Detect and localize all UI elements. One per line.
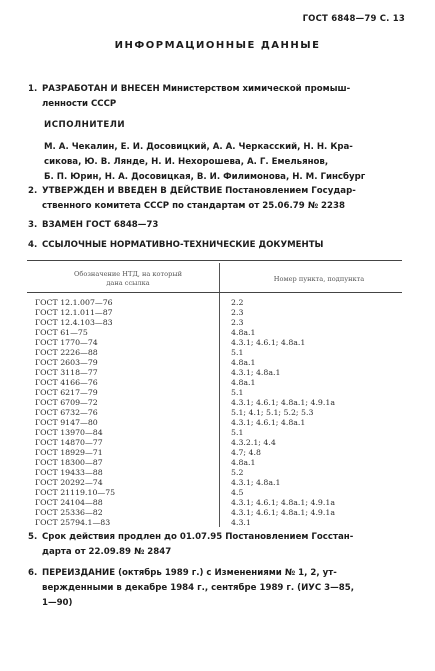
table-row bbox=[27, 418, 402, 428]
table-row bbox=[27, 328, 402, 338]
item-6-line1: ПЕРЕИЗДАНИЕ (октябрь 1989 г.) с Изменениями № 1, 2, ут- bbox=[42, 568, 337, 578]
table-cell-clause: 5.1; 4.1; 5.1; 5.2; 5.3 bbox=[231, 408, 314, 417]
table-cell-clause: 4.8а.1 bbox=[231, 458, 256, 467]
executors-line: М. А. Чекалин, Е. И. Досовицкий, А. А. Черкасский, Н. Н. Кра- bbox=[44, 142, 353, 152]
item-1 bbox=[28, 82, 408, 112]
table-cell-designation: ГОСТ 9147—80 bbox=[35, 418, 98, 427]
table-cell-designation: ГОСТ 20292—74 bbox=[35, 478, 103, 487]
table-row bbox=[27, 488, 402, 498]
table-cell-clause: 2.3 bbox=[231, 318, 244, 327]
item-1-line1: Министерством химической промыш- bbox=[162, 84, 351, 94]
table-cell-clause: 4.3.1; 4.6.1; 4.8а.1 bbox=[231, 338, 306, 347]
table-row bbox=[27, 508, 402, 518]
table-cell-designation: ГОСТ 25794.1—83 bbox=[35, 518, 111, 527]
item-2 bbox=[28, 184, 408, 214]
item-6-line2: вержденными в декабре 1984 г., сентябре 1989 г. (ИУС 3—85, bbox=[42, 583, 354, 593]
table-cell-clause: 4.3.1; 4.6.1; 4.8а.1; 4.9.1а bbox=[231, 508, 335, 517]
table-cell-designation: ГОСТ 6217—79 bbox=[35, 388, 98, 397]
table-cell-designation: ГОСТ 1770—74 bbox=[35, 338, 98, 347]
item-4-number: 4. bbox=[28, 240, 38, 250]
table-cell-clause: 4.3.2.1; 4.4 bbox=[231, 438, 276, 447]
executors-heading: ИСПОЛНИТЕЛИ bbox=[44, 120, 126, 130]
table-row bbox=[27, 398, 402, 408]
table-cell-clause: 4.3.1; 4.8а.1 bbox=[231, 478, 281, 487]
table-cell-clause: 4.3.1 bbox=[231, 518, 251, 527]
table-cell-designation: ГОСТ 24104—88 bbox=[35, 498, 103, 507]
item-3-heading: ВЗАМЕН ГОСТ 6848—73 bbox=[42, 220, 159, 230]
table-cell-designation: ГОСТ 2603—79 bbox=[35, 358, 98, 367]
table-cell-clause: 4.7; 4.8 bbox=[231, 448, 261, 457]
table-cell-clause: 2.2 bbox=[231, 298, 244, 307]
table-row bbox=[27, 498, 402, 508]
table-cell-clause: 4.8а.1 bbox=[231, 378, 256, 387]
table-cell-designation: ГОСТ 3118—77 bbox=[35, 368, 98, 377]
table-cell-clause: 4.3.1; 4.6.1; 4.8а.1; 4.9.1а bbox=[231, 398, 335, 407]
table-cell-designation: ГОСТ 13970—84 bbox=[35, 428, 103, 437]
table-row bbox=[27, 438, 402, 448]
table-cell-designation: ГОСТ 6709—72 bbox=[35, 398, 98, 407]
executors-line: Б. П. Юрин, Н. А. Досовицкая, В. И. Филимонова, Н. М. Гинсбург bbox=[44, 172, 366, 182]
table-row bbox=[27, 458, 402, 468]
table-cell-designation: ГОСТ 14870—77 bbox=[35, 438, 103, 447]
page-header: ГОСТ 6848—79 С. 13 bbox=[302, 14, 405, 24]
table-cell-designation: ГОСТ 25336—82 bbox=[35, 508, 103, 517]
table-row bbox=[27, 298, 402, 308]
table-row bbox=[27, 308, 402, 318]
executors-list bbox=[44, 140, 408, 185]
table-cell-designation: ГОСТ 18929—71 bbox=[35, 448, 103, 457]
table-row bbox=[27, 368, 402, 378]
item-6-line3: 1—90) bbox=[42, 598, 73, 608]
table-cell-designation: ГОСТ 4166—76 bbox=[35, 378, 98, 387]
table-cell-clause: 5.1 bbox=[231, 348, 244, 357]
table-cell-clause: 4.5 bbox=[231, 488, 244, 497]
table-row bbox=[27, 518, 402, 528]
table-header-clause: Номер пункта, подпункта bbox=[273, 275, 365, 283]
table-cell-clause: 4.3.1; 4.6.1; 4.8а.1; 4.9.1а bbox=[231, 498, 335, 507]
document-title: ИНФОРМАЦИОННЫЕ ДАННЫЕ bbox=[114, 40, 321, 51]
table-cell-clause: 4.8а.1 bbox=[231, 328, 256, 337]
table-row bbox=[27, 378, 402, 388]
table-row bbox=[27, 478, 402, 488]
table-row bbox=[27, 358, 402, 368]
table-cell-clause: 5.1 bbox=[231, 388, 244, 397]
table-header-designation: Обозначение НТД, на который дана ссылка bbox=[73, 270, 182, 287]
item-1-line2: ленности СССР bbox=[42, 99, 117, 109]
executors-line: сикова, Ю. В. Лянде, Н. И. Нехорошева, А. Г. Емельянов, bbox=[44, 157, 329, 167]
table-top-rule bbox=[27, 260, 402, 261]
table-cell-designation: ГОСТ 12.4.103—83 bbox=[35, 318, 113, 327]
table-cell-designation: ГОСТ 12.1.007—76 bbox=[35, 298, 113, 307]
item-1-number: 1. bbox=[28, 84, 38, 94]
table-row bbox=[27, 388, 402, 398]
item-2-heading: УТВЕРЖДЕН И ВВЕДЕН В ДЕЙСТВИЕ bbox=[42, 186, 223, 196]
item-5-number: 5. bbox=[28, 532, 38, 542]
table-cell-designation: ГОСТ 21119.10—75 bbox=[35, 488, 116, 497]
table-row bbox=[27, 338, 402, 348]
item-4-heading: ССЫЛОЧНЫЕ НОРМАТИВНО-ТЕХНИЧЕСКИЕ ДОКУМЕНТЫ bbox=[42, 240, 324, 250]
table-cell-clause: 4.8а.1 bbox=[231, 358, 256, 367]
table-cell-designation: ГОСТ 18300—87 bbox=[35, 458, 103, 467]
table-cell-designation: ГОСТ 6732—76 bbox=[35, 408, 98, 417]
table-cell-clause: 5.2 bbox=[231, 468, 244, 477]
item-5 bbox=[28, 530, 408, 560]
item-6 bbox=[28, 566, 408, 611]
item-5-line2: дарта от 22.09.89 № 2847 bbox=[42, 547, 172, 557]
table-cell-clause: 5.1 bbox=[231, 428, 244, 437]
table-row bbox=[27, 428, 402, 438]
table-cell-clause: 2.3 bbox=[231, 308, 244, 317]
table-cell-clause: 4.3.1; 4.8а.1 bbox=[231, 368, 281, 377]
table-cell-designation: ГОСТ 19433—88 bbox=[35, 468, 103, 477]
table-cell-designation: ГОСТ 2226—88 bbox=[35, 348, 98, 357]
item-2-line2: ственного комитета СССР по стандартам от 25.06.79 № 2238 bbox=[42, 201, 345, 211]
table-cell-designation: ГОСТ 12.1.011—87 bbox=[35, 308, 113, 317]
item-3 bbox=[28, 218, 408, 233]
table-row bbox=[27, 318, 402, 328]
table-header-rule bbox=[27, 292, 402, 293]
item-5-line1: Срок действия продлен до 01.07.95 Постановлением Госстан- bbox=[42, 532, 354, 542]
table-cell-designation: ГОСТ 61—75 bbox=[35, 328, 88, 337]
item-2-number: 2. bbox=[28, 186, 38, 196]
table-row bbox=[27, 468, 402, 478]
item-6-number: 6. bbox=[28, 568, 38, 578]
item-1-heading: РАЗРАБОТАН И ВНЕСЕН bbox=[42, 84, 160, 94]
item-2-line1: Постановлением Государ- bbox=[225, 186, 356, 196]
table-row bbox=[27, 408, 402, 418]
table-row bbox=[27, 348, 402, 358]
table-row bbox=[27, 448, 402, 458]
item-4 bbox=[28, 238, 408, 253]
table-cell-clause: 4.3.1; 4.6.1; 4.8а.1 bbox=[231, 418, 306, 427]
item-3-number: 3. bbox=[28, 220, 38, 230]
